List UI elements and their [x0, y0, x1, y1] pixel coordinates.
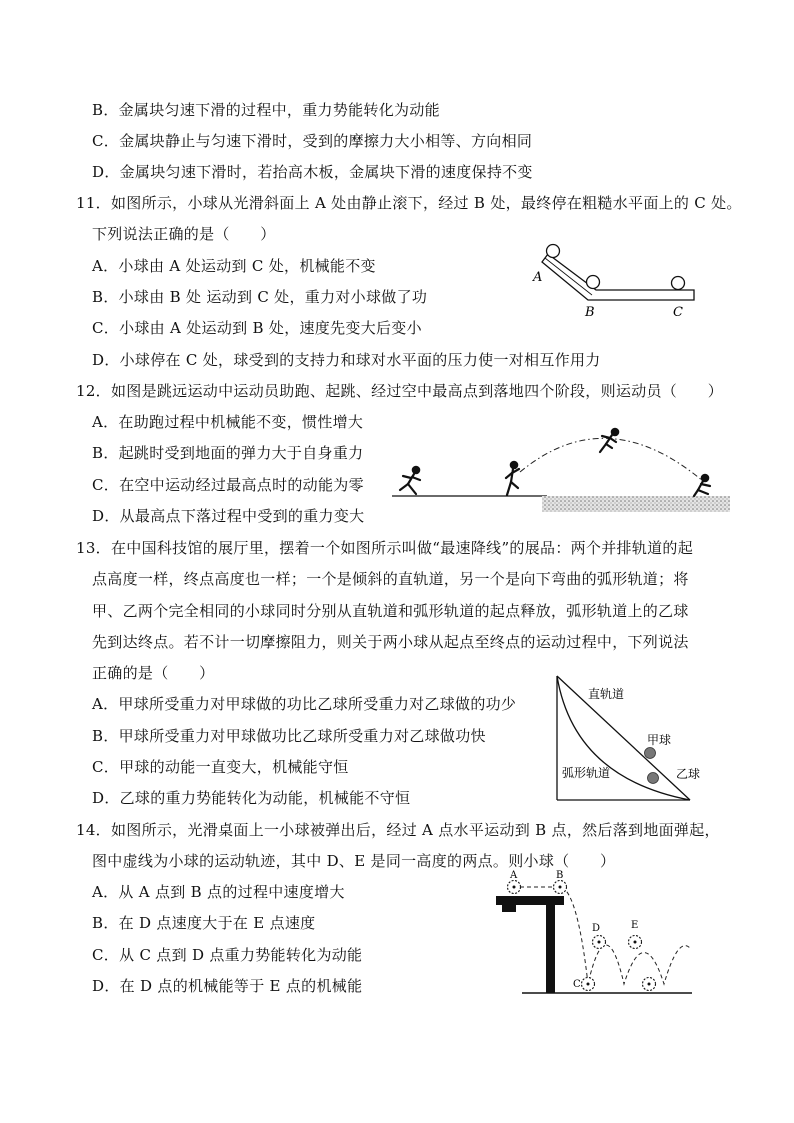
q12-option-d: D．从最高点下落过程中受到的重力变大	[92, 507, 365, 525]
q13-ball-jia	[645, 748, 656, 759]
q11-label-c: C	[673, 305, 683, 320]
q14-label-a: A	[510, 870, 518, 881]
q11-figure-ramp	[528, 238, 704, 322]
q14-label-b: B	[556, 870, 564, 881]
q14-figure-bouncing-ball	[492, 866, 700, 1000]
q14-label-e: E	[631, 920, 639, 931]
q12-figure-long-jump	[392, 420, 732, 520]
q13-label-straight: 直轨道	[588, 687, 625, 701]
q13-option-d: D．乙球的重力势能转化为动能，机械能不守恒	[92, 789, 411, 807]
q14-label-d: D	[592, 923, 601, 934]
q13-option-b: B．甲球所受重力对甲球做功比乙球所受重力对乙球做功快	[92, 727, 486, 745]
q11-ball-c	[672, 277, 685, 290]
q14-option-d: D．在 D 点的机械能等于 E 点的机械能	[92, 977, 363, 995]
q13-stem-line-1: 13．在中国科技馆的展厅里，摆着一个如图所示叫做“最速降线”的展品：两个并排轨道的起	[76, 539, 694, 557]
q12-sand-pit	[542, 496, 730, 512]
q14-table-leg	[546, 905, 555, 993]
q11-option-c: C．小球由 A 处运动到 B 处，速度先变大后变小	[92, 319, 422, 337]
q14-ball-d-dot	[598, 941, 601, 944]
q13-label-jia: 甲球	[647, 733, 672, 747]
q14-ball-b-dot	[559, 886, 562, 889]
q13-ball-yi	[648, 773, 659, 784]
q14-label-c: C	[573, 979, 581, 990]
q14-option-b: B．在 D 点速度大于在 E 点速度	[92, 914, 316, 932]
q14-option-a: A．从 A 点到 B 点的过程中速度增大	[92, 883, 345, 901]
q14-stem-line-2: 图中虚线为小球的运动轨迹，其中 D、E 是同一高度的两点。则小球（ ）	[92, 852, 616, 870]
q11-ball-b	[587, 276, 600, 289]
q11-stem-line-1: 11．如图所示，小球从光滑斜面上 A 处由静止滚下，经过 B 处，最终停在粗糙水平面上的 C 处。	[76, 194, 742, 212]
q11-option-b: B．小球由 B 处 运动到 C 处，重力对小球做了功	[92, 288, 428, 306]
q11-ball-a	[547, 245, 560, 258]
q12-landing-jumper	[694, 475, 710, 496]
q11-stem-line-2: 下列说法正确的是（ ）	[92, 225, 276, 243]
q13-stem-line-5: 正确的是（ ）	[92, 664, 215, 682]
q12-option-b: B．起跳时受到地面的弹力大于自身重力	[92, 444, 364, 462]
q13-stem-line-2: 点高度一样，终点高度也一样；一个是倾斜的直轨道，另一个是向下弯曲的弧形轨道；将	[92, 570, 689, 588]
q14-ball-a-dot	[513, 886, 516, 889]
q12-takeoff-jumper	[506, 462, 519, 495]
q11-option-d: D．小球停在 C 处，球受到的支持力和球对水平面的压力使一对相互作用力	[92, 351, 601, 369]
q10-option-b: B．金属块匀速下滑的过程中，重力势能转化为动能	[92, 101, 440, 119]
q11-label-a: A	[533, 270, 543, 285]
q12-option-a: A．在助跑过程中机械能不变，惯性增大	[92, 413, 364, 431]
q13-stem-line-3: 甲、乙两个完全相同的小球同时分别从直轨道和弧形轨道的起点释放，弧形轨道上的乙球	[92, 602, 689, 620]
q10-option-d: D．金属块匀速下滑时，若抬高木板，金属块下滑的速度保持不变	[92, 163, 533, 181]
q12-runner	[400, 467, 420, 494]
q12-stem: 12．如图是跳远运动中运动员助跑、起跳、经过空中最高点到落地四个阶段，则运动员（ ）	[76, 382, 723, 400]
q10-option-c: C．金属块静止与匀速下滑时，受到的摩擦力大小相等、方向相同	[92, 132, 533, 150]
q11-ramp-track	[542, 254, 694, 300]
q11-option-a: A．小球由 A 处运动到 C 处，机械能不变	[92, 257, 376, 275]
q11-label-b: B	[585, 305, 595, 320]
q14-ball-e-dot	[634, 941, 637, 944]
q13-option-a: A．甲球所受重力对甲球做的功比乙球所受重力对乙球做的功少	[92, 695, 517, 713]
q12-trajectory	[520, 438, 704, 482]
q13-label-yi: 乙球	[676, 767, 701, 781]
q14-option-c: C．从 C 点到 D 点重力势能转化为动能	[92, 946, 363, 964]
q14-ball-bounce-dot	[648, 983, 651, 986]
q14-stem-line-1: 14．如图所示，光滑桌面上一小球被弹出后，经过 A 点水平运动到 B 点，然后落到地面弹起，	[76, 821, 720, 839]
q13-option-c: C．甲球的动能一直变大，机械能守恒	[92, 758, 349, 776]
q12-airborne-jumper	[600, 429, 618, 452]
q14-ball-c-dot	[587, 983, 590, 986]
q14-table-bracket	[502, 905, 516, 912]
q13-label-arc: 弧形轨道	[562, 766, 611, 780]
q12-option-c: C．在空中运动经过最高点时的动能为零	[92, 476, 364, 494]
q13-figure-brachistochrone	[552, 670, 701, 806]
q13-stem-line-4: 先到达终点。若不计一切摩擦阻力，则关于两小球从起点至终点的运动过程中，下列说法	[92, 633, 689, 651]
q14-table-top	[496, 896, 564, 905]
q11-ramp-inner-line	[545, 258, 592, 295]
